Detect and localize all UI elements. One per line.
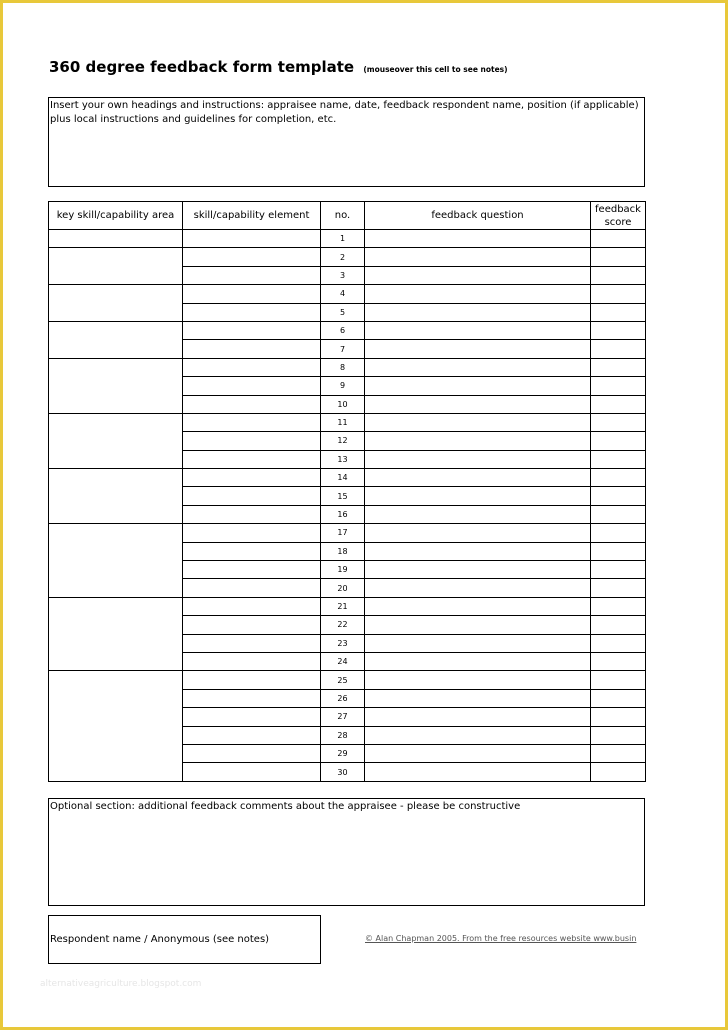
feedback-question-cell[interactable] (365, 487, 591, 505)
feedback-question-cell[interactable] (365, 708, 591, 726)
row-number-cell: 23 (321, 634, 365, 652)
feedback-question-cell[interactable] (365, 340, 591, 358)
skill-area-cell[interactable] (49, 469, 183, 524)
skill-element-cell[interactable] (183, 321, 321, 339)
row-number-cell: 22 (321, 616, 365, 634)
skill-element-cell[interactable] (183, 652, 321, 670)
row-number-cell: 21 (321, 597, 365, 615)
feedback-score-cell[interactable] (591, 524, 646, 542)
feedback-question-cell[interactable] (365, 285, 591, 303)
row-number-cell: 17 (321, 524, 365, 542)
row-number-cell: 9 (321, 377, 365, 395)
feedback-question-cell[interactable] (365, 561, 591, 579)
row-number-cell: 20 (321, 579, 365, 597)
skill-element-cell[interactable] (183, 689, 321, 707)
skill-area-cell[interactable] (49, 248, 183, 285)
skill-element-cell[interactable] (183, 377, 321, 395)
feedback-score-cell[interactable] (591, 321, 646, 339)
watermark: alternativeagriculture.blogspot.com (40, 979, 202, 989)
feedback-question-cell[interactable] (365, 450, 591, 468)
row-number-cell: 10 (321, 395, 365, 413)
table-row (49, 230, 646, 248)
skill-element-cell[interactable] (183, 597, 321, 615)
feedback-question-cell[interactable] (365, 469, 591, 487)
row-number-cell: 27 (321, 708, 365, 726)
row-number-cell: 29 (321, 744, 365, 762)
row-number-cell: 15 (321, 487, 365, 505)
feedback-question-cell[interactable] (365, 321, 591, 339)
feedback-question-cell[interactable] (365, 689, 591, 707)
row-number-cell: 12 (321, 432, 365, 450)
feedback-table (48, 201, 646, 782)
feedback-question-cell[interactable] (365, 616, 591, 634)
row-number-cell: 14 (321, 469, 365, 487)
row-number-cell: 1 (321, 230, 365, 248)
skill-element-cell[interactable] (183, 616, 321, 634)
feedback-question-cell[interactable] (365, 377, 591, 395)
table-row (49, 285, 646, 303)
row-number-cell: 18 (321, 542, 365, 560)
feedback-score-cell[interactable] (591, 432, 646, 450)
feedback-score-cell[interactable] (591, 358, 646, 376)
row-number-cell: 2 (321, 248, 365, 266)
feedback-score-cell[interactable] (591, 726, 646, 744)
feedback-score-cell[interactable] (591, 542, 646, 560)
feedback-score-cell[interactable] (591, 652, 646, 670)
table-row (49, 413, 646, 431)
instructions-text: Insert your own headings and instructions: appraisee name, date, feedback respondent name, position (if applicable) plus local instructions and guidelines for completion, etc. (50, 100, 639, 125)
row-number-cell: 6 (321, 321, 365, 339)
skill-element-cell[interactable] (183, 285, 321, 303)
skill-element-cell[interactable] (183, 561, 321, 579)
feedback-question-cell[interactable] (365, 597, 591, 615)
skill-element-cell[interactable] (183, 671, 321, 689)
form-title-note[interactable]: (mouseover this cell to see notes) (363, 65, 508, 74)
credit-link[interactable]: © Alan Chapman 2005. From the free resources website www.busin (365, 934, 637, 943)
skill-element-cell[interactable] (183, 358, 321, 376)
skill-element-cell[interactable] (183, 413, 321, 431)
feedback-question-cell[interactable] (365, 671, 591, 689)
feedback-score-cell[interactable] (591, 450, 646, 468)
row-number-cell: 4 (321, 285, 365, 303)
row-number-cell: 3 (321, 266, 365, 284)
feedback-question-cell[interactable] (365, 505, 591, 523)
skill-element-cell[interactable] (183, 579, 321, 597)
skill-element-cell[interactable] (183, 266, 321, 284)
table-row (49, 671, 646, 689)
skill-element-cell[interactable] (183, 763, 321, 781)
comments-box[interactable] (48, 798, 645, 906)
feedback-score-cell[interactable] (591, 744, 646, 762)
skill-element-cell[interactable] (183, 744, 321, 762)
feedback-question-cell[interactable] (365, 652, 591, 670)
row-number-cell: 19 (321, 561, 365, 579)
instructions-box[interactable] (48, 97, 645, 187)
feedback-question-cell[interactable] (365, 726, 591, 744)
row-number-cell: 16 (321, 505, 365, 523)
feedback-question-cell[interactable] (365, 634, 591, 652)
feedback-question-cell[interactable] (365, 248, 591, 266)
form-title (49, 58, 508, 76)
row-number-cell: 30 (321, 763, 365, 781)
header-skill-area: key skill/capability area (49, 202, 183, 230)
feedback-score-cell[interactable] (591, 561, 646, 579)
table-row (49, 321, 646, 339)
feedback-question-cell[interactable] (365, 303, 591, 321)
skill-element-cell[interactable] (183, 395, 321, 413)
skill-element-cell[interactable] (183, 432, 321, 450)
feedback-score-cell[interactable] (591, 487, 646, 505)
feedback-score-cell[interactable] (591, 708, 646, 726)
header-skill-element: skill/capability element (183, 202, 321, 230)
feedback-question-cell[interactable] (365, 542, 591, 560)
row-number-cell: 5 (321, 303, 365, 321)
skill-area-cell[interactable] (49, 285, 183, 322)
skill-area-cell[interactable] (49, 597, 183, 671)
feedback-question-cell[interactable] (365, 266, 591, 284)
feedback-score-cell[interactable] (591, 285, 646, 303)
feedback-score-cell[interactable] (591, 413, 646, 431)
feedback-score-cell[interactable] (591, 395, 646, 413)
feedback-score-cell[interactable] (591, 469, 646, 487)
feedback-score-cell[interactable] (591, 505, 646, 523)
row-number-cell: 26 (321, 689, 365, 707)
header-feedback-score: feedback score (591, 202, 646, 230)
feedback-score-cell[interactable] (591, 689, 646, 707)
table-row (49, 248, 646, 266)
feedback-score-cell[interactable] (591, 266, 646, 284)
header-feedback-question: feedback question (365, 202, 591, 230)
skill-element-cell[interactable] (183, 524, 321, 542)
respondent-label: Respondent name / Anonymous (see notes) (50, 934, 270, 945)
skill-element-cell[interactable] (183, 469, 321, 487)
feedback-score-cell[interactable] (591, 230, 646, 248)
table-row (49, 469, 646, 487)
skill-area-cell[interactable] (49, 321, 183, 358)
skill-element-cell[interactable] (183, 542, 321, 560)
table-body (49, 230, 646, 782)
row-number-cell: 28 (321, 726, 365, 744)
skill-area-cell[interactable] (49, 671, 183, 781)
skill-element-cell[interactable] (183, 303, 321, 321)
feedback-score-cell[interactable] (591, 303, 646, 321)
skill-area-cell[interactable] (49, 358, 183, 413)
row-number-cell: 13 (321, 450, 365, 468)
feedback-score-cell[interactable] (591, 763, 646, 781)
feedback-score-cell[interactable] (591, 671, 646, 689)
skill-element-cell[interactable] (183, 340, 321, 358)
feedback-question-cell[interactable] (365, 579, 591, 597)
row-number-cell: 24 (321, 652, 365, 670)
respondent-box[interactable] (48, 915, 321, 964)
header-number: no. (321, 202, 365, 230)
table-row (49, 597, 646, 615)
feedback-score-cell[interactable] (591, 248, 646, 266)
comments-label: Optional section: additional feedback comments about the appraisee - please be constructive (50, 801, 521, 812)
skill-element-cell[interactable] (183, 505, 321, 523)
skill-element-cell[interactable] (183, 634, 321, 652)
feedback-question-cell[interactable] (365, 524, 591, 542)
table-header-row (49, 202, 646, 230)
feedback-score-cell[interactable] (591, 579, 646, 597)
skill-element-cell[interactable] (183, 450, 321, 468)
feedback-score-cell[interactable] (591, 616, 646, 634)
skill-area-cell[interactable] (49, 524, 183, 598)
feedback-score-cell[interactable] (591, 377, 646, 395)
feedback-question-cell[interactable] (365, 763, 591, 781)
feedback-score-cell[interactable] (591, 634, 646, 652)
feedback-question-cell[interactable] (365, 432, 591, 450)
skill-area-cell[interactable] (49, 230, 183, 248)
feedback-question-cell[interactable] (365, 230, 591, 248)
form-title-text: 360 degree feedback form template (49, 58, 355, 76)
skill-element-cell[interactable] (183, 708, 321, 726)
row-number-cell: 25 (321, 671, 365, 689)
feedback-question-cell[interactable] (365, 744, 591, 762)
skill-area-cell[interactable] (49, 413, 183, 468)
row-number-cell: 11 (321, 413, 365, 431)
feedback-question-cell[interactable] (365, 395, 591, 413)
table-row (49, 358, 646, 376)
feedback-question-cell[interactable] (365, 358, 591, 376)
skill-element-cell[interactable] (183, 248, 321, 266)
feedback-score-cell[interactable] (591, 340, 646, 358)
feedback-question-cell[interactable] (365, 413, 591, 431)
skill-element-cell[interactable] (183, 487, 321, 505)
row-number-cell: 7 (321, 340, 365, 358)
table-row (49, 524, 646, 542)
skill-element-cell[interactable] (183, 230, 321, 248)
feedback-score-cell[interactable] (591, 597, 646, 615)
skill-element-cell[interactable] (183, 726, 321, 744)
row-number-cell: 8 (321, 358, 365, 376)
